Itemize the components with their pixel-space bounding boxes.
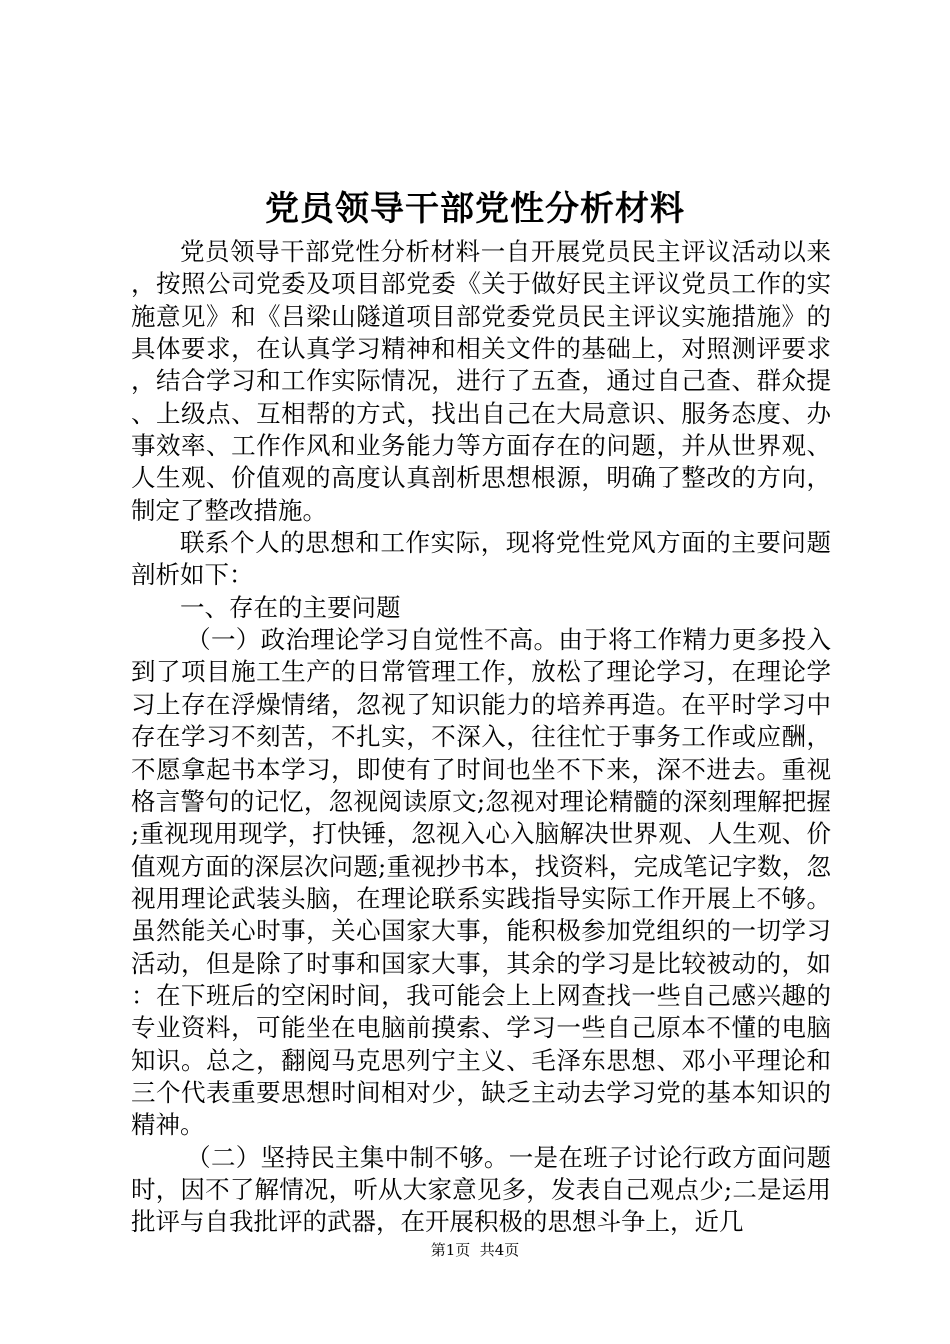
paragraph-problem-1: （一）政治理论学习自觉性不高。由于将工作精力更多投入到了项目施工生产的日常管理工作，放松了理论学习，在理论学习上存在浮燥情绪，忽视了知识能力的培养再造。在平时学习中存在学习不刻苦，不扎实，不深入，往往忙于事务工作或应酬，不愿拿起书本学习，即使有了时间也坐不下来，深不进去。重视格言警句的记忆，忽视阅读原文;忽视对理论精髓的深刻理解把握;重视现用现学，打快锤，忽视入心入脑解决世界观、人生观、价值观方面的深层次问题;重视抄书本，找资料，完成笔记字数，忽视用理论武装头脑，在理论联系实践指导实际工作开展上不够。虽然能关心时事，关心国家大事，能积极参加党组织的一切学习活动，但是除了时事和国家大事，其余的学习是比较被动的，如：在下班后的空闲时间，我可能会上上网查找一些自己感兴趣的专业资料，可能坐在电脑前摸索、学习一些自己原本不懂的电脑知识。总之，翻阅马克思列宁主义、毛泽东思想、邓小平理论和三个代表重要思想时间相对少，缺乏主动去学习党的基本知识的精神。: [131, 625, 831, 1140]
document-title: 党员领导干部党性分析材料: [265, 189, 685, 229]
section-heading-main-problems: 一、存在的主要问题: [180, 592, 401, 622]
page-number-footer: 第1页 共4页: [430, 1241, 520, 1259]
paragraph-intro: 党员领导干部党性分析材料一自开展党员民主评议活动以来，按照公司党委及项目部党委《关于做好民主评议党员工作的实施意见》和《吕梁山隧道项目部党委党员民主评议实施措施》的具体要求，在认真学习精神和相关文件的基础上，对照测评要求，结合学习和工作实际情况，进行了五查，通过自己查、群众提、上级点、互相帮的方式，找出自己在大局意识、服务态度、办事效率、工作作风和业务能力等方面存在的问题，并从世界观、人生观、价值观的高度认真剖析思想根源，明确了整改的方向，制定了整改措施。: [131, 237, 831, 525]
paragraph-problem-2: （二）坚持民主集中制不够。一是在班子讨论行政方面问题时，因不了解情况，听从大家意见多，发表自己观点少;二是运用批评与自我批评的武器，在开展积极的思想斗争上，近几: [131, 1142, 831, 1237]
paragraph-analysis-lead: 联系个人的思想和工作实际，现将党性党风方面的主要问题剖析如下：: [131, 528, 831, 590]
document-body: [131, 236, 831, 1239]
